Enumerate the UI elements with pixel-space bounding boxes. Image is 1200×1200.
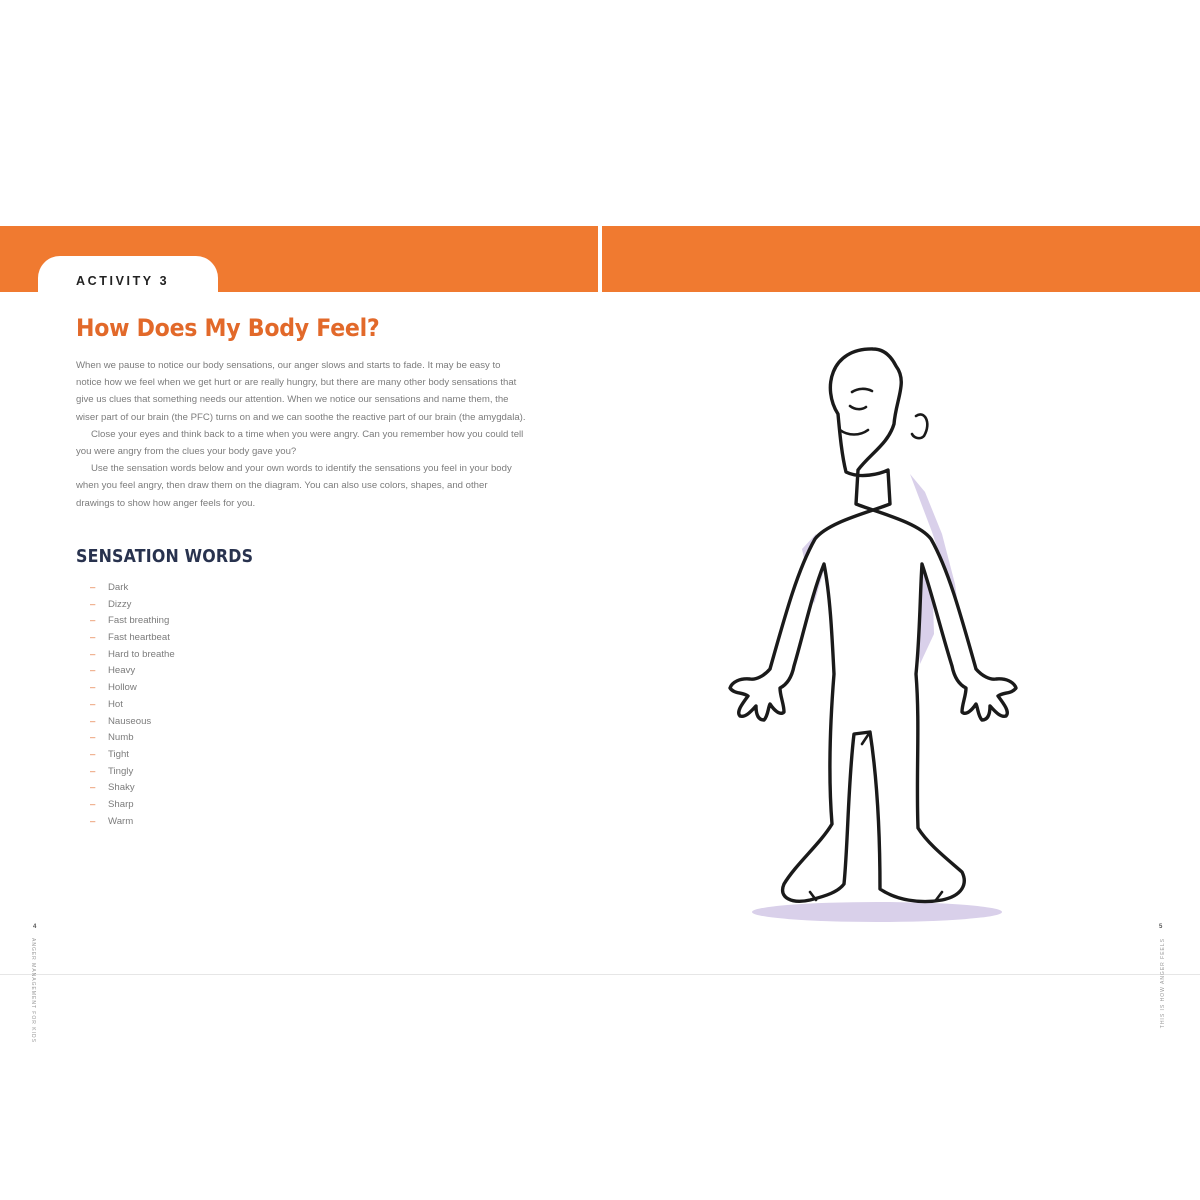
list-item-label: Numb	[108, 732, 134, 744]
list-item-label: Dizzy	[108, 598, 132, 610]
list-item	[90, 714, 175, 731]
dash-icon: –	[90, 698, 96, 710]
list-item	[90, 730, 175, 747]
list-item-label: Tingly	[108, 765, 134, 777]
intro-paragraph: Close your eyes and think back to a time when you were angry. Can you remember how you could tell you were angry from the clues your body gave you?	[76, 428, 524, 458]
list-item	[90, 597, 175, 614]
list-item-label: Hollow	[108, 682, 137, 694]
intro-paragraph: When we pause to notice our body sensations, our anger slows and starts to fade. It may be easy to notice how we feel when we get hurt or are really hungry, but there are many other body sensations that give us clues that something needs our attention. When we notice our sensations and name them, the wiser part of our brain (the PFC) turns on and we can soothe the reactive part of our brain (the amygdala).	[76, 360, 526, 423]
list-item	[90, 630, 175, 647]
running-head-right: THIS IS HOW ANGER FEELS	[1160, 938, 1166, 1029]
dash-icon: –	[90, 732, 96, 744]
list-item-label: Fast breathing	[108, 615, 170, 627]
list-item	[90, 680, 175, 697]
list-item-label: Fast heartbeat	[108, 632, 170, 644]
page-number-left: 4	[33, 924, 37, 930]
list-item-label: Dark	[108, 582, 129, 593]
dash-icon: –	[90, 648, 96, 660]
dash-icon: –	[90, 615, 96, 627]
dash-icon: –	[90, 715, 96, 727]
list-item-label: Shaky	[108, 782, 135, 794]
list-item	[90, 663, 175, 680]
intro-text	[76, 357, 526, 512]
body-outline-icon	[720, 344, 1030, 924]
section-heading: SENSATION WORDS	[76, 546, 254, 567]
dash-icon: –	[90, 665, 96, 677]
figure-outline	[730, 349, 1016, 902]
header-band-right	[602, 226, 1200, 292]
dash-icon: –	[90, 598, 96, 610]
list-item-label: Hard to breathe	[108, 648, 175, 660]
running-head-left: ANGER MANAGEMENT FOR KIDS	[30, 938, 36, 1043]
list-item	[90, 797, 175, 814]
list-item	[90, 764, 175, 781]
list-item	[90, 747, 175, 764]
list-item	[90, 647, 175, 664]
list-item-label: Nauseous	[108, 715, 152, 727]
page-number-right: 5	[1159, 924, 1163, 930]
activity-label: ACTIVITY 3	[76, 274, 170, 288]
page-title: How Does My Body Feel?	[76, 314, 380, 342]
list-item	[90, 780, 175, 797]
list-item	[90, 697, 175, 714]
intro-paragraph: Use the sensation words below and your own words to identify the sensations you feel in your body when you feel angry, then draw them on the diagram. You can also use colors, shapes, and other drawings to show how anger feels for you.	[76, 463, 512, 509]
list-item	[90, 613, 175, 630]
dash-icon: –	[90, 815, 96, 827]
list-item	[90, 814, 175, 831]
list-item-label: Tight	[108, 748, 129, 760]
list-item-label: Hot	[108, 698, 123, 710]
book-spread	[0, 226, 1200, 1043]
sensation-word-list	[90, 580, 175, 830]
list-item-label: Warm	[108, 815, 134, 827]
list-item-label: Sharp	[108, 798, 134, 810]
list-item	[90, 580, 175, 597]
dash-icon: –	[90, 765, 96, 777]
dash-icon: –	[90, 682, 96, 694]
dash-icon: –	[90, 798, 96, 810]
dash-icon: –	[90, 632, 96, 644]
dash-icon: –	[90, 782, 96, 794]
page-gutter	[598, 226, 602, 292]
list-item-label: Heavy	[108, 665, 136, 677]
dash-icon: –	[90, 748, 96, 760]
dash-icon: –	[90, 582, 96, 593]
